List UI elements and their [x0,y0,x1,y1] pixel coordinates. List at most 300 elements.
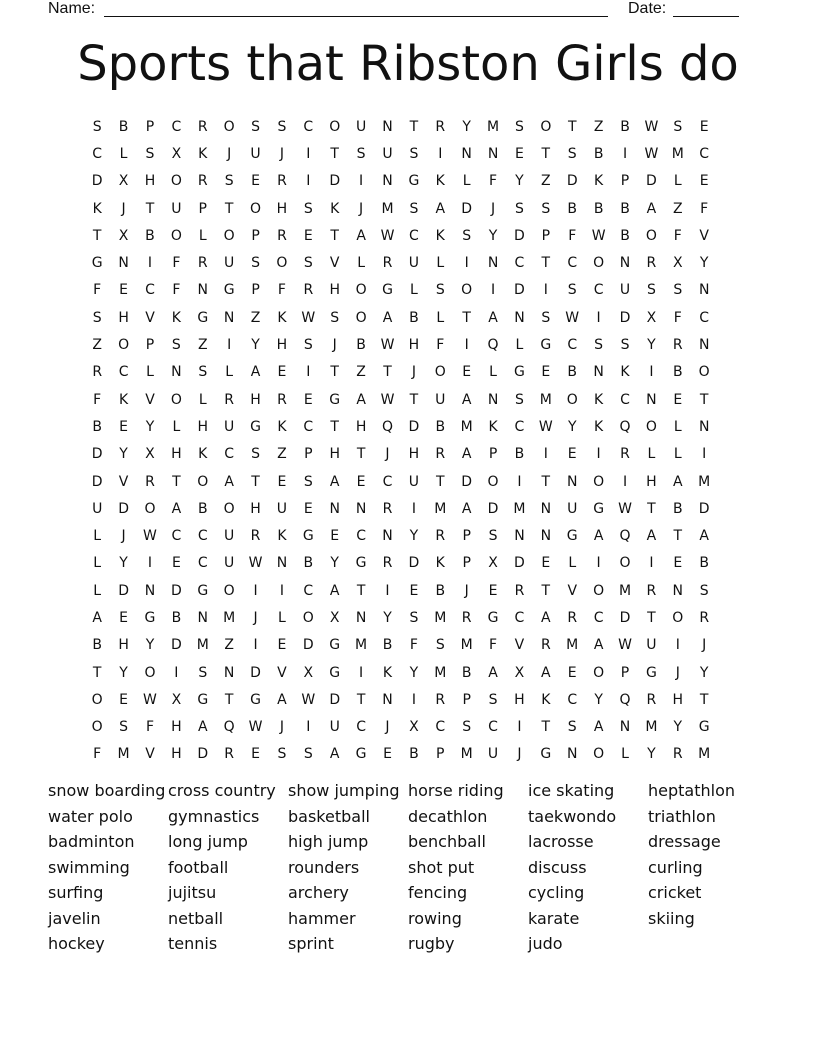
grid-letter[interactable]: D [91,473,103,490]
grid-letter[interactable]: W [143,528,157,545]
grid-letter[interactable]: E [699,173,709,190]
grid-letter[interactable]: Y [119,664,128,681]
grid-letter[interactable]: W [380,337,395,354]
grid-letter[interactable]: N [355,500,367,517]
grid-letter[interactable]: L [172,418,181,435]
grid-letter[interactable]: P [620,664,630,681]
grid-letter[interactable]: I [675,637,680,654]
grid-letter[interactable]: Y [515,173,524,190]
grid-letter[interactable]: O [170,227,182,244]
grid-letter[interactable]: F [673,309,682,326]
grid-letter[interactable]: U [92,500,103,517]
grid-letter[interactable]: T [356,582,366,599]
grid-letter[interactable]: X [303,664,314,681]
grid-letter[interactable]: S [303,200,313,217]
grid-letter[interactable]: J [253,609,258,626]
grid-letter[interactable]: U [355,118,367,135]
grid-letter[interactable]: S [646,282,656,299]
grid-letter[interactable]: I [517,719,522,736]
grid-letter[interactable]: N [540,528,552,545]
grid-letter[interactable]: B [409,309,419,326]
grid-letter[interactable]: R [435,528,446,545]
grid-letter[interactable]: S [303,337,313,354]
grid-letter[interactable]: T [567,118,577,135]
grid-letter[interactable]: S [92,118,102,135]
grid-letter[interactable]: G [329,664,341,681]
grid-letter[interactable]: A [646,528,657,545]
grid-letter[interactable]: B [435,418,446,435]
grid-letter[interactable]: I [359,173,364,190]
grid-letter[interactable]: J [385,446,390,463]
grid-letter[interactable]: I [306,364,311,381]
grid-letter[interactable]: Q [619,691,631,708]
grid-letter[interactable]: S [145,145,155,162]
grid-letter[interactable]: D [91,173,103,190]
grid-letter[interactable]: O [91,719,103,736]
grid-letter[interactable]: Q [619,528,631,545]
grid-letter[interactable]: C [356,528,366,545]
grid-letter[interactable]: B [382,637,393,654]
grid-letter[interactable]: U [276,500,288,517]
grid-letter[interactable]: M [434,609,447,626]
grid-letter[interactable]: R [197,255,208,272]
grid-letter[interactable]: T [145,200,155,217]
grid-letter[interactable]: M [355,637,368,654]
grid-letter[interactable]: K [435,173,445,190]
grid-letter[interactable]: P [462,555,471,572]
grid-letter[interactable]: O [223,500,235,517]
grid-letter[interactable]: G [487,609,499,626]
grid-letter[interactable]: S [567,719,577,736]
grid-letter[interactable]: I [411,691,416,708]
grid-letter[interactable]: M [460,746,473,763]
grid-letter[interactable]: E [119,282,129,299]
grid-letter[interactable]: H [250,500,261,517]
grid-letter[interactable]: I [596,309,601,326]
grid-letter[interactable]: M [698,473,711,490]
grid-letter[interactable]: A [699,528,709,545]
grid-letter[interactable]: T [330,418,339,435]
grid-letter[interactable]: G [566,528,578,545]
grid-letter[interactable]: E [462,364,472,381]
grid-letter[interactable]: A [329,473,340,490]
grid-letter[interactable]: R [382,555,393,572]
grid-letter[interactable]: O [91,691,103,708]
grid-letter[interactable]: S [462,719,472,736]
grid-letter[interactable]: N [171,364,182,381]
grid-letter[interactable]: O [593,664,605,681]
grid-letter[interactable]: G [329,391,341,408]
grid-letter[interactable]: S [699,582,709,599]
grid-letter[interactable]: L [93,582,102,599]
grid-letter[interactable]: D [514,282,525,299]
grid-letter[interactable]: R [435,446,446,463]
grid-letter[interactable]: D [646,173,657,190]
grid-letter[interactable]: D [461,200,473,217]
grid-letter[interactable]: N [593,364,604,381]
grid-letter[interactable]: V [145,746,155,763]
grid-letter[interactable]: S [515,118,524,135]
grid-letter[interactable]: T [356,691,366,708]
grid-letter[interactable]: L [621,746,629,763]
grid-letter[interactable]: E [541,364,551,381]
grid-letter[interactable]: G [382,282,393,299]
grid-letter[interactable]: S [673,118,683,135]
grid-letter[interactable]: A [224,473,234,490]
grid-letter[interactable]: X [514,664,525,681]
grid-letter[interactable]: I [649,364,654,381]
grid-letter[interactable]: R [461,609,472,626]
grid-letter[interactable]: N [619,719,631,736]
grid-letter[interactable]: V [118,473,129,490]
grid-letter[interactable]: D [170,637,182,654]
grid-letter[interactable]: O [144,664,156,681]
grid-letter[interactable]: K [594,173,604,190]
grid-letter[interactable]: K [488,418,498,435]
grid-letter[interactable]: T [383,364,392,381]
grid-letter[interactable]: L [119,145,128,162]
grid-letter[interactable]: B [92,637,102,654]
grid-letter[interactable]: U [619,282,631,299]
grid-letter[interactable]: X [118,173,129,190]
grid-letter[interactable]: M [487,118,500,135]
grid-letter[interactable]: K [382,664,393,681]
grid-letter[interactable]: E [119,609,129,626]
grid-letter[interactable]: W [618,637,632,654]
grid-letter[interactable]: S [409,145,419,162]
grid-letter[interactable]: C [197,528,208,545]
grid-letter[interactable]: E [277,473,287,490]
grid-letter[interactable]: B [567,200,578,217]
grid-letter[interactable]: A [329,746,340,763]
grid-letter[interactable]: T [541,145,551,162]
grid-letter[interactable]: E [303,227,313,244]
grid-letter[interactable]: W [538,418,553,435]
grid-letter[interactable]: O [593,255,605,272]
grid-letter[interactable]: O [276,255,288,272]
grid-letter[interactable]: P [462,528,471,545]
grid-letter[interactable]: H [250,391,261,408]
grid-letter[interactable]: D [91,446,103,463]
grid-letter[interactable]: E [356,473,366,490]
grid-letter[interactable]: W [618,500,632,517]
grid-letter[interactable]: C [145,282,155,299]
grid-letter[interactable]: A [461,446,472,463]
grid-letter[interactable]: J [279,145,284,162]
grid-letter[interactable]: D [514,555,525,572]
grid-letter[interactable]: K [435,227,445,244]
grid-letter[interactable]: T [251,473,260,490]
grid-letter[interactable]: C [118,364,129,381]
grid-letter[interactable]: P [251,282,260,299]
grid-letter[interactable]: P [462,691,471,708]
grid-letter[interactable]: C [593,609,604,626]
grid-letter[interactable]: N [698,418,710,435]
grid-letter[interactable]: T [92,227,102,244]
grid-letter[interactable]: I [227,337,232,354]
grid-letter[interactable]: L [409,282,418,299]
grid-letter[interactable]: B [567,364,578,381]
grid-letter[interactable]: R [435,118,446,135]
grid-letter[interactable]: X [171,145,182,162]
grid-letter[interactable]: N [672,582,684,599]
grid-letter[interactable]: D [487,500,499,517]
grid-letter[interactable]: D [118,500,129,517]
grid-letter[interactable]: X [171,691,182,708]
grid-letter[interactable]: W [380,227,395,244]
grid-letter[interactable]: G [698,719,710,736]
grid-letter[interactable]: A [461,500,472,517]
grid-letter[interactable]: A [488,664,498,681]
grid-letter[interactable]: I [464,337,469,354]
grid-letter[interactable]: O [461,282,473,299]
grid-letter[interactable]: Y [145,418,155,435]
grid-letter[interactable]: B [356,337,366,354]
grid-letter[interactable]: L [225,364,234,381]
grid-letter[interactable]: N [540,500,552,517]
grid-letter[interactable]: X [329,609,340,626]
grid-letter[interactable]: V [329,255,340,272]
grid-letter[interactable]: F [489,173,498,190]
grid-letter[interactable]: E [277,364,287,381]
grid-letter[interactable]: H [276,337,288,354]
grid-letter[interactable]: N [355,609,367,626]
grid-letter[interactable]: C [92,145,103,162]
grid-letter[interactable]: V [567,582,578,599]
grid-letter[interactable]: P [620,173,630,190]
grid-letter[interactable]: R [382,500,393,517]
grid-letter[interactable]: R [250,528,261,545]
grid-letter[interactable]: P [145,118,155,135]
grid-letter[interactable]: H [329,282,340,299]
grid-letter[interactable]: S [92,309,102,326]
grid-letter[interactable]: X [145,446,155,463]
grid-letter[interactable]: G [197,691,209,708]
grid-letter[interactable]: I [279,582,284,599]
grid-letter[interactable]: B [699,555,709,572]
grid-letter[interactable]: H [329,446,340,463]
grid-letter[interactable]: I [385,582,390,599]
grid-letter[interactable]: K [277,309,287,326]
grid-letter[interactable]: A [673,473,683,490]
grid-letter[interactable]: E [567,446,577,463]
grid-letter[interactable]: Y [409,528,419,545]
grid-letter[interactable]: R [197,118,208,135]
grid-letter[interactable]: B [118,118,129,135]
grid-letter[interactable]: E [330,528,340,545]
grid-letter[interactable]: E [303,500,313,517]
grid-letter[interactable]: J [464,582,469,599]
grid-letter[interactable]: R [699,609,710,626]
grid-letter[interactable]: N [566,746,578,763]
grid-letter[interactable]: A [593,637,604,654]
grid-letter[interactable]: R [672,337,683,354]
grid-letter[interactable]: R [646,691,657,708]
grid-letter[interactable]: T [409,391,419,408]
grid-letter[interactable]: J [332,337,337,354]
grid-letter[interactable]: K [198,446,208,463]
grid-letter[interactable]: T [330,227,339,244]
grid-letter[interactable]: A [356,391,366,408]
grid-letter[interactable]: R [646,255,657,272]
grid-letter[interactable]: Q [487,337,499,354]
grid-letter[interactable]: B [514,446,525,463]
grid-letter[interactable]: S [277,746,287,763]
grid-letter[interactable]: L [278,609,286,626]
grid-letter[interactable]: A [277,691,287,708]
grid-letter[interactable]: F [673,227,682,244]
grid-letter[interactable]: S [515,391,524,408]
grid-letter[interactable]: B [593,200,604,217]
grid-letter[interactable]: W [248,719,263,736]
grid-letter[interactable]: T [673,528,683,545]
grid-letter[interactable]: E [541,555,551,572]
grid-letter[interactable]: J [675,664,680,681]
grid-letter[interactable]: H [171,746,182,763]
grid-letter[interactable]: I [306,145,311,162]
grid-letter[interactable]: G [540,746,552,763]
grid-letter[interactable]: L [357,255,365,272]
grid-letter[interactable]: R [646,582,657,599]
grid-letter[interactable]: K [277,418,287,435]
grid-letter[interactable]: H [171,446,182,463]
grid-letter[interactable]: C [620,391,630,408]
grid-letter[interactable]: R [514,582,525,599]
grid-letter[interactable]: H [408,337,420,354]
grid-letter[interactable]: G [355,555,367,572]
grid-letter[interactable]: Z [593,118,604,135]
grid-letter[interactable]: C [408,227,419,244]
grid-letter[interactable]: D [566,173,578,190]
grid-letter[interactable]: F [93,391,102,408]
grid-letter[interactable]: N [487,255,499,272]
grid-letter[interactable]: F [277,282,286,299]
grid-letter[interactable]: I [464,255,469,272]
grid-letter[interactable]: F [436,337,445,354]
grid-letter[interactable]: Z [92,337,102,354]
grid-letter[interactable]: H [118,637,129,654]
grid-letter[interactable]: S [277,118,287,135]
grid-letter[interactable]: W [248,555,263,572]
grid-letter[interactable]: T [541,582,551,599]
grid-letter[interactable]: H [408,446,420,463]
grid-letter[interactable]: A [329,582,340,599]
grid-letter[interactable]: M [223,609,236,626]
grid-letter[interactable]: T [647,500,656,517]
grid-letter[interactable]: F [700,200,709,217]
grid-letter[interactable]: W [644,145,659,162]
grid-letter[interactable]: N [144,582,156,599]
grid-letter[interactable]: L [673,446,682,463]
grid-letter[interactable]: Y [145,637,155,654]
grid-letter[interactable]: N [461,145,472,162]
grid-letter[interactable]: R [224,746,235,763]
grid-letter[interactable]: O [593,473,605,490]
grid-letter[interactable]: S [435,637,445,654]
grid-letter[interactable]: I [411,500,416,517]
grid-letter[interactable]: A [593,719,604,736]
grid-letter[interactable]: O [250,200,262,217]
grid-letter[interactable]: N [223,664,235,681]
grid-letter[interactable]: F [489,637,498,654]
grid-letter[interactable]: O [540,118,552,135]
grid-letter[interactable]: D [302,637,314,654]
grid-letter[interactable]: N [646,391,657,408]
grid-letter[interactable]: I [596,555,601,572]
grid-letter[interactable]: S [409,200,419,217]
grid-letter[interactable]: G [91,255,103,272]
grid-letter[interactable]: T [224,200,234,217]
grid-letter[interactable]: L [647,446,656,463]
name-blank-line[interactable] [104,16,608,17]
grid-letter[interactable]: C [224,446,235,463]
grid-letter[interactable]: F [93,282,102,299]
grid-letter[interactable]: A [197,719,208,736]
grid-letter[interactable]: I [359,664,364,681]
grid-letter[interactable]: Y [119,555,128,572]
grid-letter[interactable]: R [92,364,103,381]
grid-letter[interactable]: Z [672,200,683,217]
grid-letter[interactable]: G [593,500,605,517]
grid-letter[interactable]: Y [699,255,709,272]
grid-letter[interactable]: J [279,719,284,736]
grid-letter[interactable]: E [567,664,577,681]
grid-letter[interactable]: C [171,118,182,135]
grid-letter[interactable]: N [223,309,235,326]
grid-letter[interactable]: P [488,446,498,463]
grid-letter[interactable]: U [224,255,235,272]
grid-letter[interactable]: C [303,418,314,435]
grid-letter[interactable]: R [435,691,446,708]
grid-letter[interactable]: B [620,118,630,135]
grid-letter[interactable]: N [382,691,393,708]
grid-letter[interactable]: U [382,145,393,162]
grid-letter[interactable]: S [594,337,604,354]
grid-letter[interactable]: R [277,391,287,408]
grid-letter[interactable]: N [619,255,631,272]
grid-letter[interactable]: K [330,200,340,217]
grid-letter[interactable]: O [223,227,235,244]
grid-letter[interactable]: B [171,609,182,626]
grid-letter[interactable]: A [593,528,604,545]
grid-letter[interactable]: L [673,418,682,435]
grid-letter[interactable]: E [515,145,524,162]
grid-letter[interactable]: T [409,118,419,135]
grid-letter[interactable]: I [147,255,153,272]
grid-letter[interactable]: S [567,145,577,162]
grid-letter[interactable]: K [435,555,445,572]
grid-letter[interactable]: F [409,637,418,654]
grid-letter[interactable]: U [646,637,657,654]
grid-letter[interactable]: L [462,173,471,190]
grid-letter[interactable]: P [541,227,551,244]
grid-letter[interactable]: S [515,200,524,217]
grid-letter[interactable]: H [514,691,525,708]
grid-letter[interactable]: N [382,173,393,190]
grid-letter[interactable]: J [517,746,522,763]
grid-letter[interactable]: W [143,691,157,708]
grid-letter[interactable]: N [487,391,499,408]
grid-letter[interactable]: E [409,582,419,599]
grid-letter[interactable]: B [409,746,419,763]
grid-letter[interactable]: T [356,446,366,463]
grid-letter[interactable]: R [277,227,287,244]
grid-letter[interactable]: P [304,446,313,463]
grid-letter[interactable]: H [144,173,156,190]
grid-letter[interactable]: U [224,418,235,435]
grid-letter[interactable]: O [698,364,710,381]
grid-letter[interactable]: D [197,746,209,763]
